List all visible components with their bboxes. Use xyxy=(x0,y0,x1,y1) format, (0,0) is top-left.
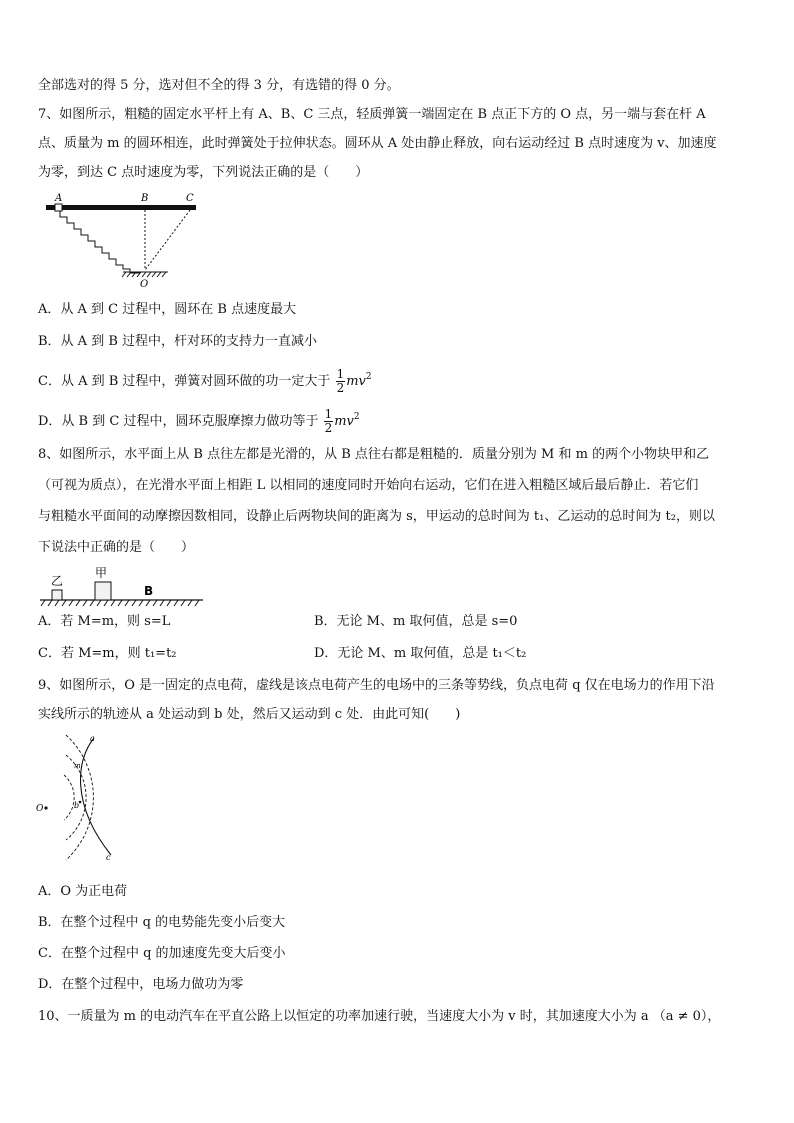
fraction-half xyxy=(336,368,346,395)
square-exponent: 2 xyxy=(353,412,360,422)
square-exponent: 2 xyxy=(365,372,372,382)
q9-option-b: B．在整个过程中 q 的电势能先变小后变大 xyxy=(38,915,286,930)
q8-text-4: 下说法中正确的是（ ） xyxy=(38,540,195,555)
fraction-denominator: 2 xyxy=(324,421,333,435)
q7-option-d xyxy=(38,400,360,439)
q8-figure xyxy=(40,564,210,608)
q9-label-a: a xyxy=(90,734,95,743)
fraction-numerator: 1 xyxy=(336,367,345,381)
q9-option-c: C．在整个过程中 q 的加速度先变大后变小 xyxy=(38,946,286,961)
q7-option-a: A．从 A 到 C 过程中，圆环在 B 点速度最大 xyxy=(38,302,297,317)
q7-text-1: 7、如图所示，粗糙的固定水平杆上有 A、B、C 三点，轻质弹簧一端固定在 B 点正下方的 O 点，另一端与套在杆 A xyxy=(38,107,706,122)
q7-option-b: B．从 A 到 B 过程中，杆对环的支持力一直减小 xyxy=(38,334,318,349)
q7-text-2: 点、质量为 m 的圆环相连，此时弹簧处于拉伸状态。圆环从 A 处由静止释放，向右运动经过 B 点时速度为 v、加速度 xyxy=(38,136,717,151)
q7-option-c xyxy=(38,360,372,399)
q8-option-b: B．无论 M、m 取何值，总是 s=0 xyxy=(314,614,518,629)
q8-option-c: C．若 M=m，则 t₁=t₂ xyxy=(38,646,177,661)
instruction-line: 全部选对的得 5 分，选对但不全的得 3 分，有选错的得 0 分。 xyxy=(38,78,400,93)
q7-label-o: O xyxy=(140,279,149,290)
q8-option-d: D．无论 M、m 取何值，总是 t₁＜t₂ xyxy=(314,646,527,661)
q9-text-1: 9、如图所示，O 是一固定的点电荷，虚线是该点电荷产生的电场中的三条等势线，负点电荷 q 仅在电场力的作用下沿 xyxy=(38,678,715,693)
mv-term: mv xyxy=(346,374,366,389)
q10-text-1: 10、一质量为 m 的电动汽车在平直公路上以恒定的功率加速行驶，当速度大小为 v 时，其加速度大小为 a （a ≠ 0）， xyxy=(38,1009,721,1024)
q7-text-3: 为零，到达 C 点时速度为零，下列说法正确的是（ ） xyxy=(38,165,369,180)
q9-label-m: m xyxy=(74,762,81,770)
fraction-half xyxy=(324,408,334,435)
q9-label-b: b xyxy=(74,801,80,810)
q8-text-3: 与粗糙水平面间的动摩擦因数相同，设静止后两物块间的距离为 s，甲运动的总时间为 t₁、乙运动的总时间为 t₂，则以 xyxy=(38,509,715,524)
q8-text-2: （可视为质点），在光滑水平面上相距 L 以相同的速度同时开始向右运动，它们在进入粗糙区域后最后静止．若它们 xyxy=(38,478,699,493)
q8-option-a: A．若 M=m，则 s=L xyxy=(38,614,171,629)
q9-label-c: c xyxy=(106,853,111,862)
mv-term: mv xyxy=(334,414,354,429)
q9-option-a: A．O 为正电荷 xyxy=(38,884,128,899)
q7-label-c: C xyxy=(186,193,194,204)
q8-label-yi: 乙 xyxy=(51,574,64,588)
q9-figure xyxy=(36,730,136,865)
q9-text-2: 实线所示的轨迹从 a 处运动到 b 处，然后又运动到 c 处．由此可知( ) xyxy=(38,707,461,722)
q8-text-1: 8、如图所示，水平面上从 B 点往左都是光滑的，从 B 点往右都是粗糙的．质量分别为 M 和 m 的两个小物块甲和乙 xyxy=(38,447,710,462)
q7-option-c-text: C．从 A 到 B 过程中，弹簧对圆环做的功一定大于 xyxy=(38,374,331,389)
q9-option-d: D．在整个过程中，电场力做功为零 xyxy=(38,977,244,992)
q7-option-d-text: D．从 B 到 C 过程中，圆环克服摩擦力做功等于 xyxy=(38,414,319,429)
fraction-denominator: 2 xyxy=(336,381,345,395)
q7-label-a: A xyxy=(55,193,63,204)
q8-label-jia: 甲 xyxy=(95,566,108,580)
q9-label-o: O xyxy=(36,804,44,814)
q7-figure xyxy=(40,190,210,290)
fraction-numerator: 1 xyxy=(324,407,333,421)
q8-label-b: B xyxy=(144,584,154,598)
q7-label-b: B xyxy=(141,193,149,204)
